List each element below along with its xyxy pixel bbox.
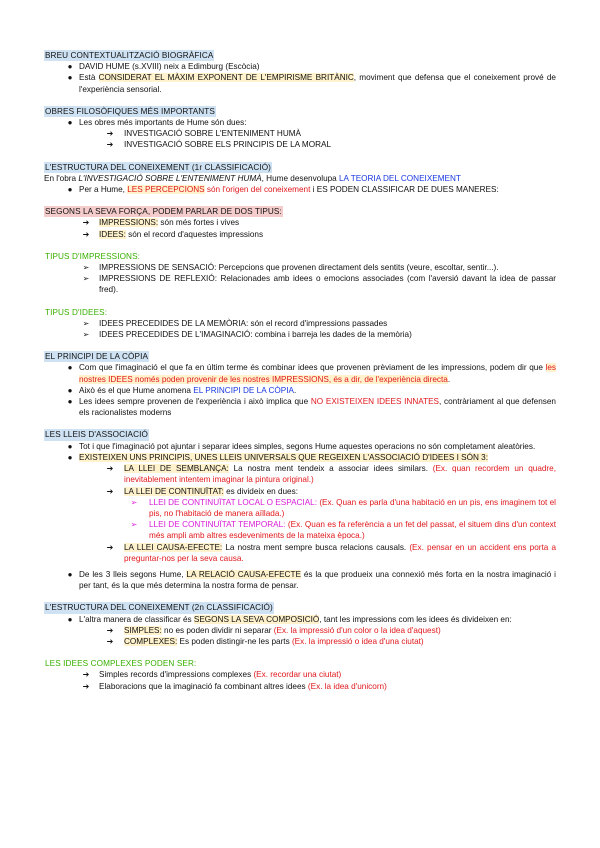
list-item: ● L'altra manera de classificar és SEGONS LA SEVA COMPOSICIÓ, tant les impressions com les idees és divideixen en: (44, 614, 556, 625)
arrow-icon: ➔ (82, 229, 90, 239)
list-item: ➔ IDEES: són el record d'aquestes impressions (44, 229, 556, 240)
arrow-icon: ➔ (106, 140, 114, 150)
section-structure-1 (44, 162, 556, 196)
chevron-icon: ➢ (82, 263, 90, 273)
list-item: ➢ LLEI DE CONTINUÏTAT LOCAL O ESPACIAL: (Ex. Quan es parla d'una habitació en un pis, ens imaginem tot el pis, no l'habitació de manera aïllada.) (44, 497, 556, 519)
section-structure-2 (44, 602, 556, 647)
chevron-icon: ➢ (82, 274, 90, 284)
section-title: L'ESTRUCTURA DEL CONEIXEMENT (1r CLASSIFICACIÓ) (45, 162, 271, 172)
section-title: EL PRINCIPI DE LA CÒPIA (45, 352, 149, 362)
arrow-icon: ➔ (82, 670, 90, 680)
list-item: ● Les obres més importants de Hume són dues: (44, 117, 556, 128)
arrow-icon: ➔ (106, 636, 114, 646)
list-item: ➔ Simples records d'impressions complexes (Ex. recordar una ciutat) (44, 669, 556, 680)
section-complex-ideas (44, 658, 556, 692)
arrow-icon: ➔ (106, 486, 114, 496)
list-item: ● Les idees sempre provenen de l'experiència i això implica que NO EXISTEIXEN IDEES INNATES, contràriament al que defensen els racionalistes moderns (44, 396, 556, 418)
list-item: ➔ COMPLEXES: Es poden distingir-ne les parts (Ex. la impressió o idea d'una ciutat) (44, 636, 556, 647)
paragraph: En l'obra L'INVESTIGACIÓ SOBRE L'ENTENIMENT HUMÀ, Hume desenvolupa LA TEORIA DEL CONEIXEMENT (44, 173, 461, 183)
list-item: ● Això és el que Hume anomena EL PRINCIPI DE LA CÒPIA. (44, 385, 556, 396)
list-item: ➔ INVESTIGACIÓ SOBRE L'ENTENIMENT HUMÀ (44, 128, 556, 139)
chevron-icon: ➢ (130, 520, 138, 530)
section-impressions (44, 251, 556, 296)
bullet-icon: ● (67, 62, 73, 72)
section-title: SEGONS LA SEVA FORÇA, PODEM PARLAR DE DOS TIPUS: (45, 207, 282, 217)
list-item: ➔ LA LLEI CAUSA-EFECTE: La nostra ment sempre busca relacions causals. (Ex. pensar en un accident ens porta a preguntar-nos per la seva causa. (44, 542, 556, 564)
list-item: ➔ Elaboracions que la imaginació fa combinant altres idees (Ex. la idea d'unicorn) (44, 681, 556, 692)
bullet-icon: ● (67, 363, 73, 373)
list-item: ➔ LA LLEI DE CONTINUÏTAT: es divideix en dues: (44, 486, 556, 497)
chevron-icon: ➢ (82, 330, 90, 340)
list-item: ➢ IDEES PRECEDIDES DE L'IMAGINACIÓ: combina i barreja les dades de la memòria) (44, 329, 556, 340)
arrow-icon: ➔ (106, 129, 114, 139)
section-title: OBRES FILOSÒFIQUES MÉS IMPORTANTS (45, 106, 215, 116)
list-item: ● Està CONSIDERAT EL MÀXIM EXPONENT DE L'EMPIRISME BRITÀNIC, moviment que defensa que el coneixement prové de l'experiència sensorial. (44, 72, 556, 94)
section-ideas (44, 307, 556, 341)
list-item: ➢ IDEES PRECEDIDES DE LA MEMÒRIA: són el record d'impressions passades (44, 318, 556, 329)
arrow-icon: ➔ (82, 681, 90, 691)
list-item: ➢ IMPRESSIONS DE REFLEXIÓ: Relacionades amb idees o emocions associades (com l'aversió davant la idea de passar fred). (44, 273, 556, 295)
list-item: ➔ INVESTIGACIÓ SOBRE ELS PRINCIPIS DE LA MORAL (44, 139, 556, 150)
list-item: ➢ IMPRESSIONS DE SENSACIÓ: Percepcions que provenen directament dels sentits (veure, escoltar, sentir...). (44, 262, 556, 273)
arrow-icon: ➔ (106, 625, 114, 635)
section-title: LES IDEES COMPLEXES PODEN SER: (45, 659, 197, 669)
section-copy-principle (44, 351, 556, 418)
list-item: ➢ LLEI DE CONTINUÏTAT TEMPORAL: (Ex. Quan es fa referència a un fet del passat, el situem dins d'un context més ampli amb altres esdeveniments de la mateixa època.) (44, 519, 556, 541)
section-title: BREU CONTEXTUALITZACIÓ BIOGRÀFICA (45, 51, 214, 60)
section-works (44, 106, 556, 151)
section-title: TIPUS D'IDEES: (45, 307, 108, 317)
document-page (44, 50, 556, 692)
bullet-icon: ● (67, 185, 73, 195)
chevron-icon: ➢ (82, 318, 90, 328)
list-item: ● Com que l'imaginació el que fa en últim terme és combinar idees que provenen prèviament de les impressions, podem dir que les nostres IDEES només poden provenir de les nostres IMPRESSIONS, és a dir, de l'experiència directa. (44, 362, 556, 384)
section-title: L'ESTRUCTURA DEL CONEIXEMENT (2n CLASSIFICACIÓ) (45, 603, 273, 613)
bullet-icon: ● (67, 385, 73, 395)
arrow-icon: ➔ (82, 218, 90, 228)
section-title: LES LLEIS D'ASSOCIACIÓ (45, 430, 148, 440)
section-biography (44, 50, 556, 95)
bullet-icon: ● (67, 397, 73, 407)
list-item: ● Per a Hume, LES PERCEPCIONS són l'origen del coneixement i ES PODEN CLASSIFICAR DE DUES MANERES: (44, 184, 556, 195)
bullet-icon: ● (67, 569, 73, 579)
list-item: ➔ SIMPLES: no es poden dividir ni separar (Ex. la impressió d'un color o la idea d'aquest) (44, 625, 556, 636)
arrow-icon: ➔ (106, 464, 114, 474)
list-item: ● De les 3 lleis segons Hume, LA RELACIÓ CAUSA-EFECTE és la que produeix una connexió més forta en la nostra imaginació i per tant, és la que més determina la nostra forma de pensar. (44, 569, 556, 591)
chevron-icon: ➢ (130, 497, 138, 507)
section-association-laws (44, 429, 556, 591)
bullet-icon: ● (67, 614, 73, 624)
bullet-icon: ● (67, 441, 73, 451)
arrow-icon: ➔ (106, 542, 114, 552)
bullet-icon: ● (67, 452, 73, 462)
bullet-icon: ● (67, 118, 73, 128)
bullet-icon: ● (67, 73, 73, 83)
list-item: ● EXISTEIXEN UNS PRINCIPIS, UNES LLEIS UNIVERSALS QUE REGEIXEN L'ASSOCIACIÓ D'IDEES I SÓN 3: (44, 452, 556, 463)
list-item: ● Tot i que l'imaginació pot ajuntar i separar idees simples, segons Hume aquestes operacions no són completament aleatòries. (44, 441, 556, 452)
section-force (44, 206, 556, 240)
list-item: ● DAVID HUME (s.XVIII) neix a Edimburg (Escòcia) (44, 61, 556, 72)
section-title: TIPUS D'IMPRESSIONS: (45, 251, 141, 261)
list-item: ➔ IMPRESSIONS: són més fortes i vives (44, 217, 556, 228)
list-item: ➔ LA LLEI DE SEMBLANÇA: La nostra ment tendeix a associar idees similars. (Ex. quan recordem un quadre, inevitablement intentem imaginar la pintura original.) (44, 463, 556, 485)
